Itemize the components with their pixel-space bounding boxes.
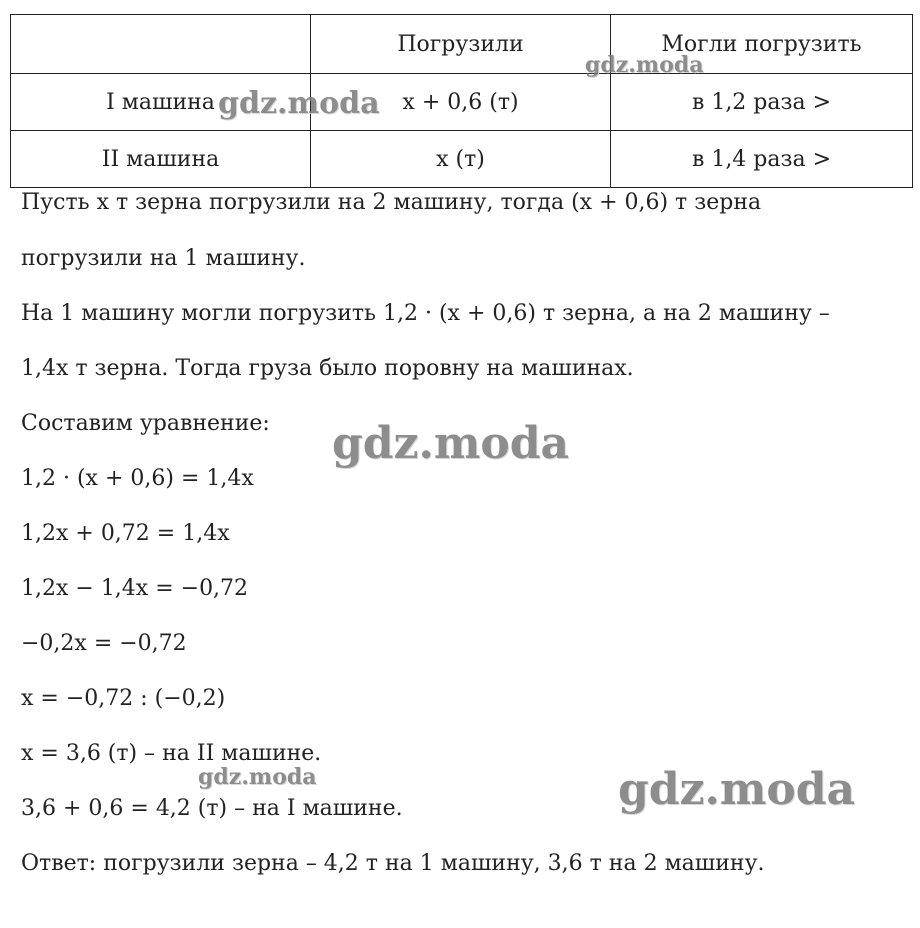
table-cell: I машина xyxy=(11,74,311,131)
table-cell: в 1,4 раза > xyxy=(611,131,913,188)
solution-line: На 1 машину могли погрузить 1,2 · (x + 0,6) т зерна, а на 2 машину – xyxy=(21,301,830,326)
table-cell: II машина xyxy=(11,131,311,188)
equation-line: 1,2x − 1,4x = −0,72 xyxy=(21,576,249,601)
table-row xyxy=(11,74,913,131)
equation-line: x = −0,72 : (−0,2) xyxy=(21,686,226,711)
solution-line: Составим уравнение: xyxy=(21,411,270,436)
table-row xyxy=(11,131,913,188)
table-cell: x (т) xyxy=(311,131,611,188)
table-header-row xyxy=(11,15,913,74)
result-line: 3,6 + 0,6 = 4,2 (т) – на I машине. xyxy=(21,796,403,821)
solution-line: 1,4x т зерна. Тогда груза было поровну на машинах. xyxy=(21,356,634,381)
table-cell: в 1,2 раза > xyxy=(611,74,913,131)
solution-line: погрузили на 1 машину. xyxy=(21,246,306,271)
equation-line: 1,2 · (x + 0,6) = 1,4x xyxy=(21,466,254,491)
table-header-cell: Могли погрузить xyxy=(611,15,913,74)
watermark: gdz.moda xyxy=(585,52,704,78)
data-table xyxy=(10,14,913,188)
watermark: gdz.moda xyxy=(198,764,317,790)
answer-line: Ответ: погрузили зерна – 4,2 т на 1 машину, 3,6 т на 2 машину. xyxy=(21,851,765,876)
table-cell: x + 0,6 (т) xyxy=(311,74,611,131)
result-line: x = 3,6 (т) – на II машине. xyxy=(21,741,322,766)
watermark: gdz.moda xyxy=(332,418,570,469)
equation-line: 1,2x + 0,72 = 1,4x xyxy=(21,521,230,546)
watermark: gdz.moda xyxy=(618,764,856,815)
table-header-cell xyxy=(11,15,311,74)
solution-line: Пусть x т зерна погрузили на 2 машину, тогда (x + 0,6) т зерна xyxy=(21,190,762,215)
equation-line: −0,2x = −0,72 xyxy=(21,631,187,656)
watermark: gdz.moda xyxy=(218,86,380,121)
table-header-cell: Погрузили xyxy=(311,15,611,74)
